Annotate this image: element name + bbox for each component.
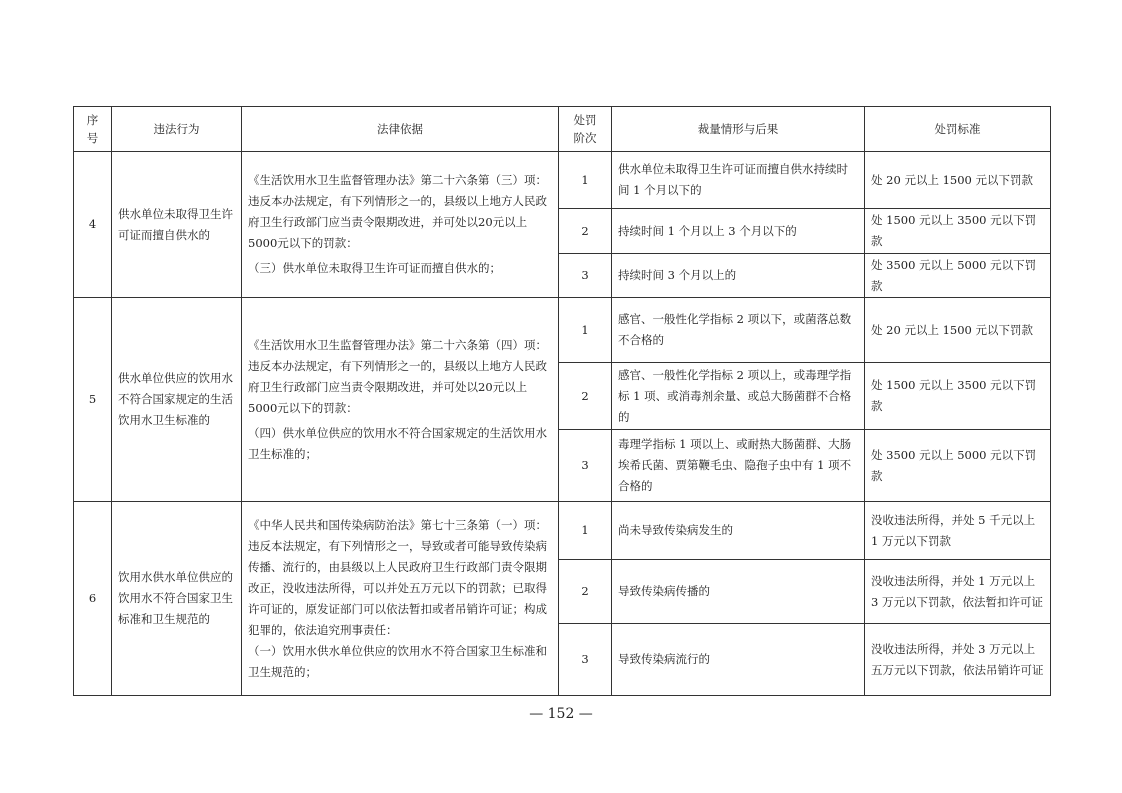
penalty-level: 2 — [559, 363, 612, 430]
row-number: 6 — [74, 502, 112, 696]
header-circumstance: 裁量情形与后果 — [612, 107, 865, 152]
circumstance: 供水单位未取得卫生许可证而擅自供水持续时间 1 个月以下的 — [612, 152, 865, 209]
penalty-standard: 处 1500 元以上 3500 元以下罚款 — [865, 209, 1051, 254]
violation-act: 饮用水供水单位供应的饮用水不符合国家卫生标准和卫生规范的 — [112, 502, 242, 696]
header-basis: 法律依据 — [242, 107, 559, 152]
penalty-level: 1 — [559, 502, 612, 560]
legal-basis-item: （三）供水单位未取得卫生许可证而擅自供水的； — [248, 261, 501, 275]
header-act: 违法行为 — [112, 107, 242, 152]
penalty-table — [73, 106, 1051, 696]
legal-basis-text: 《生活饮用水卫生监督管理办法》第二十六条第（四）项：违反本办法规定，有下列情形之一的，县级以上地方人民政府卫生行政部门应当责令限期改进，并可处以20元以上5000元以下的罚款： — [248, 337, 547, 415]
circumstance: 感官、一般性化学指标 2 项以下，或菌落总数不合格的 — [612, 298, 865, 363]
penalty-standard: 处 20 元以上 1500 元以下罚款 — [865, 298, 1051, 363]
circumstance: 导致传染病传播的 — [612, 560, 865, 624]
circumstance: 毒理学指标 1 项以上、或耐热大肠菌群、大肠埃希氏菌、贾第鞭毛虫、隐孢子虫中有 1 项不合格的 — [612, 430, 865, 502]
circumstance: 持续时间 3 个月以上的 — [612, 254, 865, 298]
violation-act: 供水单位未取得卫生许可证而擅自供水的 — [112, 152, 242, 298]
page-number: — 152 — — [529, 706, 593, 722]
legal-basis — [242, 502, 559, 696]
penalty-standard: 没收违法所得，并处 5 千元以上 1 万元以下罚款 — [865, 502, 1051, 560]
penalty-standard: 没收违法所得，并处 1 万元以上 3 万元以下罚款，依法暂扣许可证 — [865, 560, 1051, 624]
table-row — [74, 298, 1051, 363]
penalty-level: 1 — [559, 152, 612, 209]
penalty-level: 3 — [559, 254, 612, 298]
penalty-level: 2 — [559, 209, 612, 254]
legal-basis-text: 《生活饮用水卫生监督管理办法》第二十六条第（三）项：违反本办法规定，有下列情形之一的，县级以上地方人民政府卫生行政部门应当责令限期改进，并可处以20元以上5000元以下的罚款： — [248, 173, 547, 250]
penalty-standard: 处 20 元以上 1500 元以下罚款 — [865, 152, 1051, 209]
penalty-level: 3 — [559, 430, 612, 502]
penalty-standard: 处 3500 元以上 5000 元以下罚款 — [865, 430, 1051, 502]
row-number: 5 — [74, 298, 112, 502]
row-number: 4 — [74, 152, 112, 298]
legal-basis — [242, 152, 559, 298]
penalty-standard: 处 1500 元以上 3500 元以下罚款 — [865, 363, 1051, 430]
penalty-standard: 处 3500 元以上 5000 元以下罚款 — [865, 254, 1051, 298]
circumstance: 尚未导致传染病发生的 — [612, 502, 865, 560]
legal-basis-item: （四）供水单位供应的饮用水不符合国家规定的生活饮用水卫生标准的； — [248, 425, 547, 461]
legal-basis-text: 《中华人民共和国传染病防治法》第七十三条第（一）项：违反本法规定，有下列情形之一，导致或者可能导致传染病传播、流行的，由县级以上人民政府卫生行政部门责令限期改正，没收违法所得，可以并处五万元以下的罚款；已取得许可证的，原发证部门可以依法暂扣或者吊销许可证；构成犯罪的，依法追究刑事责任： （一）饮用水供水单位供应的饮用水不符合国家卫生标准和卫生规范的； — [248, 517, 547, 679]
header-level: 处罚 阶次 — [559, 107, 612, 152]
penalty-standard: 没收违法所得，并处 3 万元以上五万元以下罚款，依法吊销许可证 — [865, 624, 1051, 696]
penalty-level: 3 — [559, 624, 612, 696]
table-row — [74, 152, 1051, 209]
header-standard: 处罚标准 — [865, 107, 1051, 152]
table-row — [74, 502, 1051, 560]
circumstance: 持续时间 1 个月以上 3 个月以下的 — [612, 209, 865, 254]
header-no: 序 号 — [74, 107, 112, 152]
legal-basis — [242, 298, 559, 502]
circumstance: 感官、一般性化学指标 2 项以上，或毒理学指标 1 项、或消毒剂余量、或总大肠菌群不合格的 — [612, 363, 865, 430]
penalty-level: 1 — [559, 298, 612, 363]
penalty-level: 2 — [559, 560, 612, 624]
circumstance: 导致传染病流行的 — [612, 624, 865, 696]
violation-act: 供水单位供应的饮用水不符合国家规定的生活饮用水卫生标准的 — [112, 298, 242, 502]
header-row — [74, 107, 1051, 152]
